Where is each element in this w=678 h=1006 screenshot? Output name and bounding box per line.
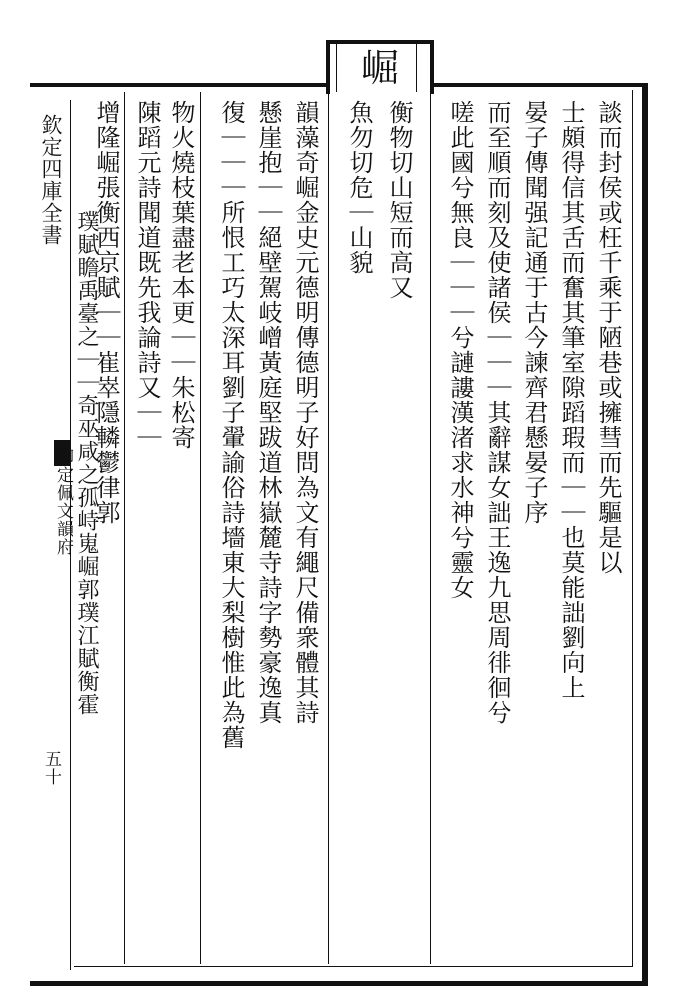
text-column: 談而封侯或枉千乘于陋巷或擁彗而先驅是以 [594, 100, 622, 575]
text-column: 晏子傳聞强記通于古今諫齊君懸晏子序 [520, 100, 548, 525]
text-column: 嗟此國兮無良｜｜｜兮謰謱漢渚求水神兮靈女 [446, 100, 474, 600]
text-column: 士頗得信其舌而奮其筆室隙蹈瑕而｜｜也莫能詘劉向上 [557, 100, 585, 700]
book-margin [34, 100, 71, 970]
text-column: 增隆崛張衡西京賦｜｜崔崒隱轔鬱律郭 [92, 100, 120, 525]
heading-tab [326, 40, 434, 94]
text-column: 陳蹈元詩聞道既先我論詩又｜｜ [133, 100, 161, 450]
column-rule [328, 92, 329, 964]
column-rule [430, 92, 431, 964]
text-column: 懸崖抱｜｜絕壁駕岐嶒黃庭堅跋道林嶽麓寺詩字勢豪逸真 [254, 100, 282, 725]
text-column: 物火燒枝葉盡老本更｜｜朱松寄 [167, 100, 195, 450]
column-rule [200, 92, 201, 964]
page-heading: 崛 [360, 46, 399, 90]
book-subtitle: 御定佩文韻府 [53, 448, 73, 556]
heading-tab-rule-left [336, 40, 337, 92]
text-column: 而至順而刻及使諸侯｜｜｜其辭謀女詘王逸九思周徘徊兮 [483, 100, 511, 725]
text-column: 衡物切山短而高又 [385, 100, 413, 300]
column-rule [124, 92, 125, 964]
text-column: 璞賦瞻禹臺之｜｜奇巫咸之孤峙嵬崛郭璞江賦衡霍 [74, 210, 99, 716]
book-title: 欽定四庫全書 [39, 114, 63, 246]
text-column: 韻藻奇崛金史元德明傳德明子好問為文有繩尺備衆體其詩 [291, 100, 319, 725]
text-column: 魚勿切危｜山貌 [345, 100, 373, 275]
text-column: 復｜｜｜所恨工巧太深耳劉子翬諭俗詩墻東大梨樹惟此為舊 [217, 100, 245, 750]
heading-tab-rule-right [416, 40, 417, 92]
page-number: 五十 [41, 750, 61, 786]
